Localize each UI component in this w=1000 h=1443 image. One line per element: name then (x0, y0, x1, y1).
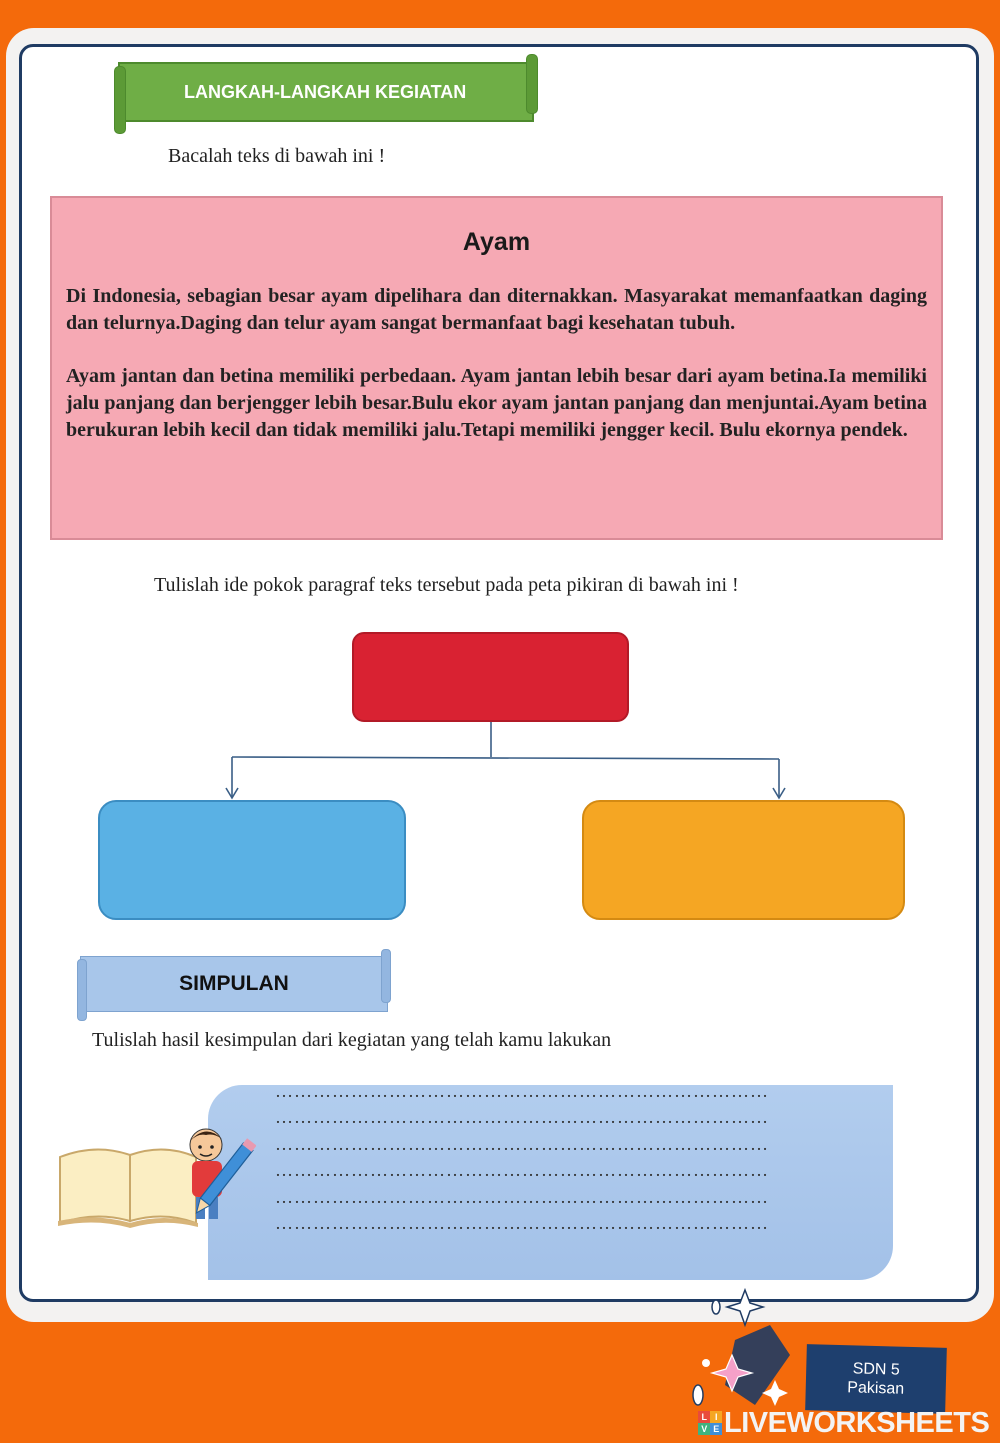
answer-line-3[interactable]: …………………………………………………………………… (275, 1134, 769, 1154)
school-badge (805, 1344, 947, 1414)
answer-line-1[interactable]: …………………………………………………………………… (275, 1081, 769, 1101)
steps-banner-label: LANGKAH-LANGKAH KEGIATAN (184, 81, 467, 102)
liveworksheets-logo[interactable] (698, 1408, 989, 1438)
mindmap-idea-box-1[interactable] (98, 800, 406, 920)
school-name-line-1: SDN 5 (852, 1360, 901, 1379)
school-name-line-2: Pakisan (847, 1379, 905, 1398)
passage-paragraph-1: Di Indonesia, sebagian besar ayam dipelihara dan diternakkan. Masyarakat memanfaatkan daging dan telurnya.Daging dan telur ayam sangat bermanfaat bagi kesehatan tubuh. (66, 285, 927, 334)
conclusion-instruction: Tulislah hasil kesimpulan dari kegiatan yang telah kamu lakukan (92, 1029, 612, 1051)
liveworksheets-brand-text: LIVEWORKSHEETS (724, 1406, 990, 1439)
passage-title: Ayam (462, 228, 531, 256)
answer-line-4[interactable]: …………………………………………………………………… (275, 1160, 769, 1180)
mindmap-idea-box-2[interactable] (582, 800, 905, 920)
boy-with-book-illustration (56, 1125, 256, 1230)
conclusion-banner-label: SIMPULAN (179, 972, 289, 995)
answer-line-5[interactable]: …………………………………………………………………… (275, 1187, 769, 1207)
passage-paragraph-2: Ayam jantan dan betina memiliki perbedaan. Ayam jantan lebih besar dari ayam betina.Ia memiliki jalu panjang dan berjengger lebih besar.Bulu ekor ayam jantan panjang dan menjuntai.Ayam betina berukuran lebih kecil dan tidak memiliki jalu.Tetapi memiliki jengger kecil. Bulu ekornya pendek. (66, 365, 927, 441)
liveworksheets-mark-icon: L I V E (698, 1411, 722, 1435)
open-book-icon (58, 1149, 198, 1228)
reading-instruction: Bacalah teks di bawah ini ! (168, 145, 386, 167)
conclusion-banner (80, 956, 388, 1012)
mindmap-main-box[interactable] (352, 632, 629, 722)
mindmap-instruction: Tulislah ide pokok paragraf teks tersebut pada peta pikiran di bawah ini ! (154, 574, 739, 596)
answer-line-2[interactable]: …………………………………………………………………… (275, 1107, 769, 1127)
answer-line-6[interactable]: …………………………………………………………………… (275, 1213, 769, 1233)
